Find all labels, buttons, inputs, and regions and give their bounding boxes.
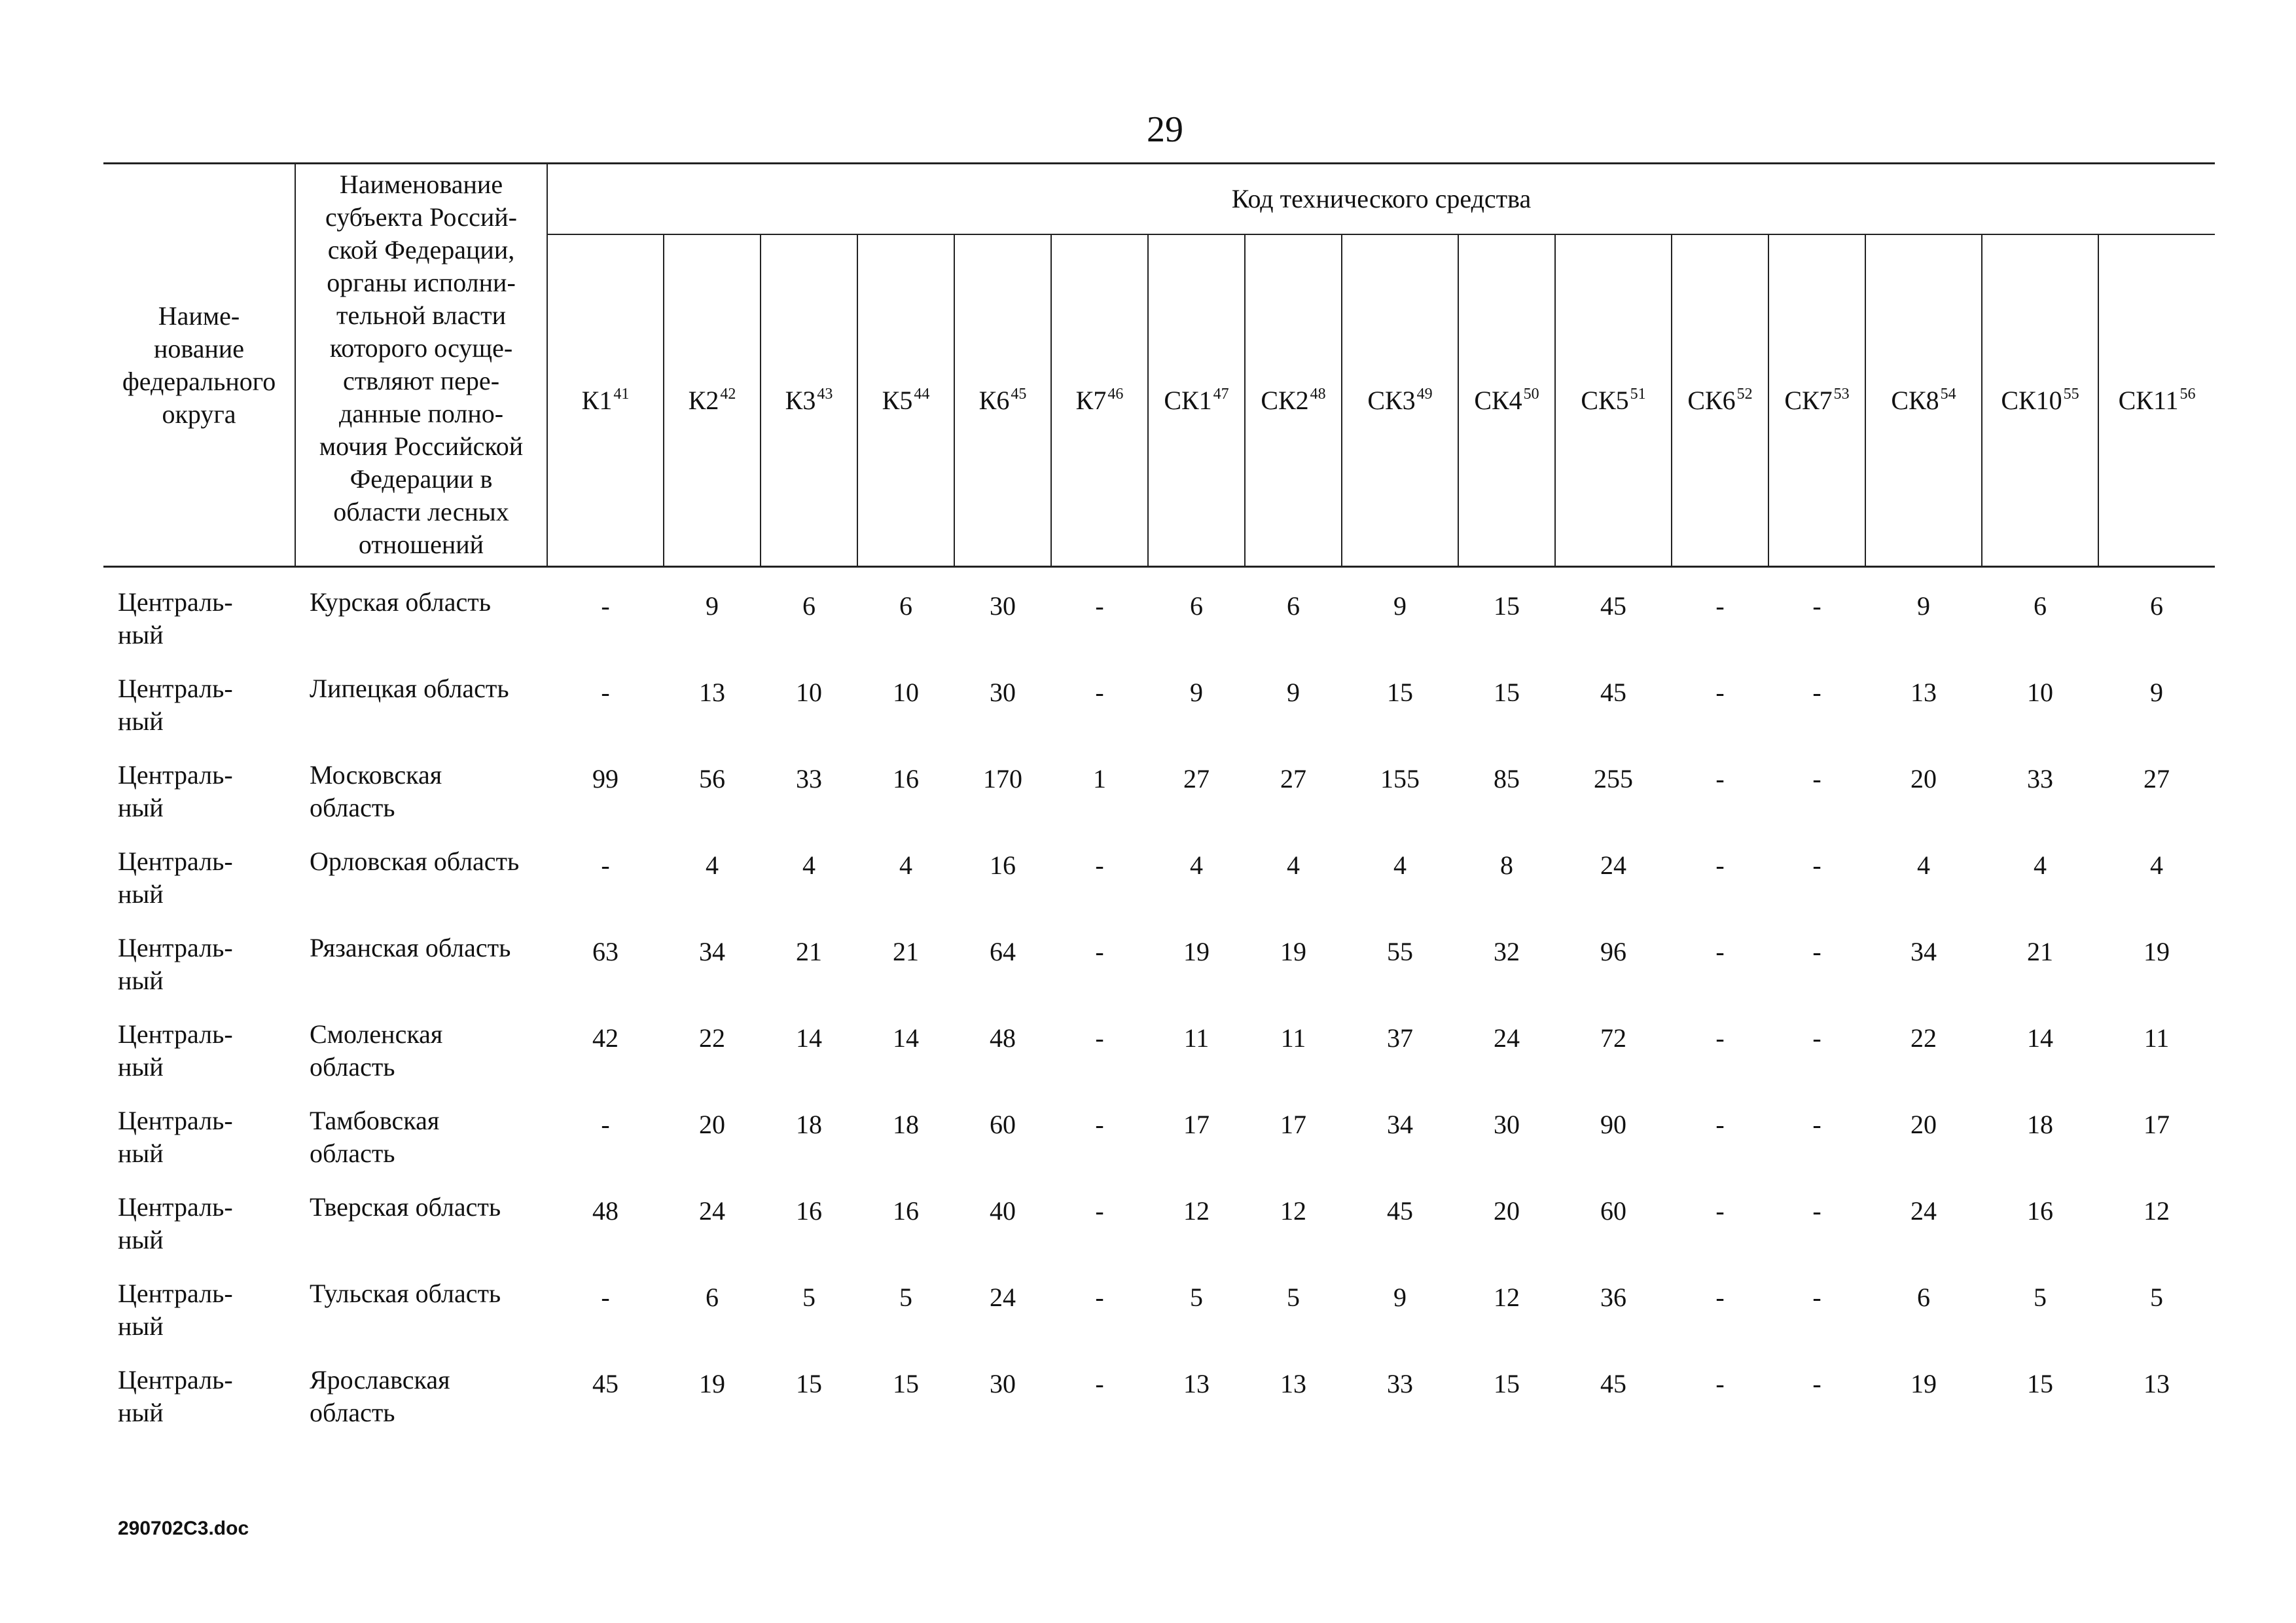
header-code-ск11 [2098,234,2215,567]
cell-value: 30 [990,1369,1016,1398]
cell-value: 9 [1393,591,1407,621]
code-label: К6 [978,385,1010,415]
cell-value: - [601,678,610,707]
cell-value: 9 [706,591,719,621]
cell-subject: Липецкая область [310,674,509,703]
cell-value: 19 [1910,1369,1937,1398]
cell-value: - [1715,764,1725,793]
header-code-ск1 [1148,234,1245,567]
cell-subject: Тверская область [310,1192,501,1222]
cell-value: 17 [1280,1110,1306,1139]
page-number: 29 [1147,109,1183,150]
cell-value: - [1812,1283,1821,1312]
footnote-ref: 44 [914,385,930,403]
cell-value: - [1812,591,1821,621]
table-row [103,1277,2215,1364]
cell-value: - [1812,1369,1821,1398]
cell-value: 11 [2144,1023,2170,1053]
footnote-ref: 52 [1736,385,1753,403]
cell-value: 34 [699,937,725,966]
cell-value: 4 [899,850,912,880]
code-label: СК10 [2001,385,2062,415]
cell-value: 10 [2027,678,2053,707]
header-code-к7 [1051,234,1148,567]
cell-value: 36 [1600,1283,1626,1312]
header-code-ск3 [1342,234,1458,567]
cell-value: - [601,850,610,880]
cell-value: 12 [1494,1283,1520,1312]
cell-value: 19 [2144,937,2170,966]
cell-value: 17 [2144,1110,2170,1139]
cell-subject: Орловская область [310,847,520,876]
cell-okrug: Централь- ный [118,760,233,822]
cell-value: 19 [1183,937,1210,966]
cell-value: 33 [2027,764,2053,793]
cell-value: 4 [1917,850,1930,880]
cell-value: 55 [1387,937,1413,966]
footnote-ref: 50 [1523,385,1539,403]
cell-value: 72 [1600,1023,1626,1053]
table-body [103,567,2215,1451]
footnote-ref: 41 [613,385,630,403]
header-code-к3 [761,234,857,567]
cell-value: 20 [1910,1110,1937,1139]
cell-value: - [1715,937,1725,966]
cell-value: 21 [893,937,919,966]
code-label: К3 [785,385,816,415]
cell-value: 6 [1190,591,1203,621]
table-row [103,586,2215,672]
header-okrug: Наиме- нование федерального округа [103,164,295,567]
code-label: СК11 [2118,385,2179,415]
cell-value: 85 [1494,764,1520,793]
cell-subject: Смоленская область [310,1019,443,1082]
cell-value: 15 [796,1369,822,1398]
cell-value: - [1812,850,1821,880]
header-code-ск2 [1245,234,1342,567]
cell-value: - [1095,1110,1104,1139]
cell-value: 27 [1183,764,1210,793]
code-label: СК3 [1367,385,1416,415]
cell-value: 15 [1494,1369,1520,1398]
cell-subject: Тамбовская область [310,1106,440,1168]
footnote-ref: 54 [1940,385,1956,403]
table-row [103,1364,2215,1450]
header-code-ск5 [1555,234,1672,567]
cell-value: 4 [802,850,816,880]
cell-value: - [1715,1110,1725,1139]
cell-value: 10 [796,678,822,707]
cell-value: - [1095,937,1104,966]
cell-okrug: Централь- ный [118,847,233,909]
code-label: СК1 [1164,385,1212,415]
cell-value: 6 [706,1283,719,1312]
cell-value: - [1095,678,1104,707]
cell-value: 16 [2027,1196,2053,1226]
code-label: СК7 [1784,385,1833,415]
cell-value: 4 [706,850,719,880]
cell-value: 6 [2034,591,2047,621]
cell-value: 6 [1917,1283,1930,1312]
cell-value: 6 [1287,591,1300,621]
header-code-ск6 [1672,234,1768,567]
cell-value: 5 [1287,1283,1300,1312]
cell-value: 33 [1387,1369,1413,1398]
header-code-к5 [857,234,954,567]
cell-value: - [1095,850,1104,880]
cell-value: 12 [2144,1196,2170,1226]
cell-value: 18 [796,1110,822,1139]
header-row-top [103,164,2215,235]
header-code-ск4 [1458,234,1555,567]
code-label: СК4 [1474,385,1522,415]
cell-value: - [1812,1196,1821,1226]
cell-value: 9 [1393,1283,1407,1312]
cell-value: 12 [1183,1196,1210,1226]
cell-value: 18 [2027,1110,2053,1139]
footnote-ref: 47 [1213,385,1229,403]
cell-value: - [601,591,610,621]
table-row [103,1018,2215,1104]
header-code-ск10 [1982,234,2098,567]
cell-value: 16 [990,850,1016,880]
cell-value: 22 [699,1023,725,1053]
cell-value: 5 [2034,1283,2047,1312]
code-label: СК8 [1891,385,1939,415]
cell-value: 16 [796,1196,822,1226]
cell-value: 20 [1910,764,1937,793]
cell-value: 15 [1387,678,1413,707]
cell-value: 63 [592,937,619,966]
cell-value: 33 [796,764,822,793]
cell-value: - [1812,678,1821,707]
cell-value: 17 [1183,1110,1210,1139]
code-label: К2 [688,385,719,415]
code-label: СК5 [1581,385,1629,415]
cell-value: - [1812,764,1821,793]
cell-value: 15 [2027,1369,2053,1398]
cell-value: 15 [1494,678,1520,707]
footnote-ref: 53 [1833,385,1850,403]
cell-okrug: Централь- ный [118,1106,233,1168]
cell-value: - [1095,1196,1104,1226]
cell-value: 56 [699,764,725,793]
cell-value: 18 [893,1110,919,1139]
cell-value: 45 [1600,1369,1626,1398]
cell-value: - [1812,937,1821,966]
cell-value: 9 [2150,678,2164,707]
cell-value: 4 [2034,850,2047,880]
header-code-к1 [547,234,664,567]
cell-value: 24 [990,1283,1016,1312]
cell-value: 48 [990,1023,1016,1053]
forestry-equipment-table [103,162,2211,1450]
table-row [103,1104,2215,1191]
cell-okrug: Централь- ный [118,1192,233,1254]
cell-value: 9 [1190,678,1203,707]
cell-value: 13 [1910,678,1937,707]
footnote-ref: 43 [817,385,833,403]
cell-value: 21 [2027,937,2053,966]
cell-value: 30 [990,591,1016,621]
header-code-ск8 [1865,234,1982,567]
cell-value: 24 [699,1196,725,1226]
cell-value: - [1715,1196,1725,1226]
header-technical-code: Код технического средства [547,164,2215,235]
cell-value: 6 [802,591,816,621]
cell-value: 13 [699,678,725,707]
cell-value: 21 [796,937,822,966]
cell-value: 4 [1287,850,1300,880]
cell-value: - [1812,1110,1821,1139]
cell-value: 48 [592,1196,619,1226]
cell-value: 1 [1093,764,1106,793]
cell-okrug: Централь- ный [118,587,233,649]
cell-value: 24 [1600,850,1626,880]
cell-value: 13 [1280,1369,1306,1398]
cell-okrug: Централь- ный [118,674,233,736]
cell-value: 15 [893,1369,919,1398]
cell-value: 45 [592,1369,619,1398]
cell-value: - [1095,1023,1104,1053]
cell-value: 99 [592,764,619,793]
cell-value: 14 [2027,1023,2053,1053]
code-label: СК6 [1687,385,1736,415]
cell-value: 155 [1380,764,1420,793]
cell-value: 20 [699,1110,725,1139]
footnote-ref: 48 [1310,385,1326,403]
equipment-table [103,162,2215,1450]
footnote-ref: 42 [720,385,736,403]
cell-value: 34 [1910,937,1937,966]
table-row [103,1191,2215,1277]
code-label: К1 [581,385,613,415]
document-filename: 290702С3.doc [118,1518,249,1539]
cell-value: 30 [990,678,1016,707]
header-code-к6 [954,234,1051,567]
cell-value: 16 [893,1196,919,1226]
cell-value: 40 [990,1196,1016,1226]
cell-value: 5 [802,1283,816,1312]
footnote-ref: 49 [1416,385,1433,403]
cell-value: 16 [893,764,919,793]
cell-value: 14 [893,1023,919,1053]
code-label: К7 [1075,385,1107,415]
cell-value: 12 [1280,1196,1306,1226]
cell-value: 32 [1494,937,1520,966]
cell-value: 45 [1387,1196,1413,1226]
cell-value: - [601,1283,610,1312]
cell-value: 34 [1387,1110,1413,1139]
cell-value: 170 [983,764,1022,793]
cell-value: 255 [1594,764,1633,793]
footnote-ref: 55 [2063,385,2079,403]
cell-value: 24 [1910,1196,1937,1226]
code-label: СК2 [1261,385,1309,415]
cell-value: 90 [1600,1110,1626,1139]
cell-value: 27 [1280,764,1306,793]
cell-value: 4 [1190,850,1203,880]
cell-value: 11 [1280,1023,1306,1053]
cell-value: 24 [1494,1023,1520,1053]
cell-value: 13 [2144,1369,2170,1398]
cell-value: 4 [1393,850,1407,880]
cell-value: 5 [899,1283,912,1312]
cell-value: 5 [1190,1283,1203,1312]
cell-value: 19 [1280,937,1306,966]
table-row [103,672,2215,759]
cell-value: 20 [1494,1196,1520,1226]
header-code-ск7 [1768,234,1865,567]
cell-value: - [1715,1283,1725,1312]
cell-value: 19 [699,1369,725,1398]
table-row [103,845,2215,932]
cell-value: 45 [1600,591,1626,621]
cell-value: 11 [1183,1023,1210,1053]
cell-value: 42 [592,1023,619,1053]
cell-value: 30 [1494,1110,1520,1139]
cell-subject: Тульская область [310,1279,501,1308]
cell-value: 96 [1600,937,1626,966]
cell-value: - [1715,591,1725,621]
header-subject: Наименование субъекта Россий- ской Федерации, органы исполни- тельной власти которого осуще- ствляют пере- данные полно- мочия Российской Федерации в области лесных отношений [295,164,547,567]
cell-value: - [1095,591,1104,621]
body-spacer [103,567,2215,587]
cell-value: 27 [2144,764,2170,793]
cell-value: 9 [1917,591,1930,621]
cell-value: 8 [1500,850,1513,880]
header-code-к2 [664,234,761,567]
footnote-ref: 45 [1011,385,1027,403]
cell-okrug: Централь- ный [118,1279,233,1341]
cell-subject: Курская область [310,587,491,617]
cell-value: - [1715,1023,1725,1053]
cell-value: 10 [893,678,919,707]
cell-value: - [1715,678,1725,707]
cell-value: - [601,1110,610,1139]
cell-value: - [1812,1023,1821,1053]
cell-okrug: Централь- ный [118,933,233,995]
footnote-ref: 56 [2179,385,2196,403]
cell-value: 6 [899,591,912,621]
footnote-ref: 51 [1630,385,1646,403]
cell-value: 6 [2150,591,2164,621]
cell-subject: Московская область [310,760,442,822]
cell-value: 45 [1600,678,1626,707]
code-label: К5 [882,385,913,415]
cell-value: 13 [1183,1369,1210,1398]
cell-okrug: Централь- ный [118,1019,233,1082]
cell-value: 15 [1494,591,1520,621]
cell-value: 5 [2150,1283,2164,1312]
cell-subject: Ярославская область [310,1365,450,1427]
cell-value: 60 [1600,1196,1626,1226]
cell-value: 60 [990,1110,1016,1139]
cell-value: - [1715,1369,1725,1398]
table-header [103,164,2215,567]
cell-subject: Рязанская область [310,933,511,962]
table-row [103,759,2215,845]
cell-value: 22 [1910,1023,1937,1053]
table-row [103,932,2215,1018]
cell-value: 4 [2150,850,2164,880]
cell-value: - [1095,1369,1104,1398]
cell-value: 37 [1387,1023,1413,1053]
cell-value: - [1095,1283,1104,1312]
cell-value: 14 [796,1023,822,1053]
footnote-ref: 46 [1107,385,1124,403]
cell-okrug: Централь- ный [118,1365,233,1427]
cell-value: 64 [990,937,1016,966]
cell-value: 9 [1287,678,1300,707]
cell-value: - [1715,850,1725,880]
